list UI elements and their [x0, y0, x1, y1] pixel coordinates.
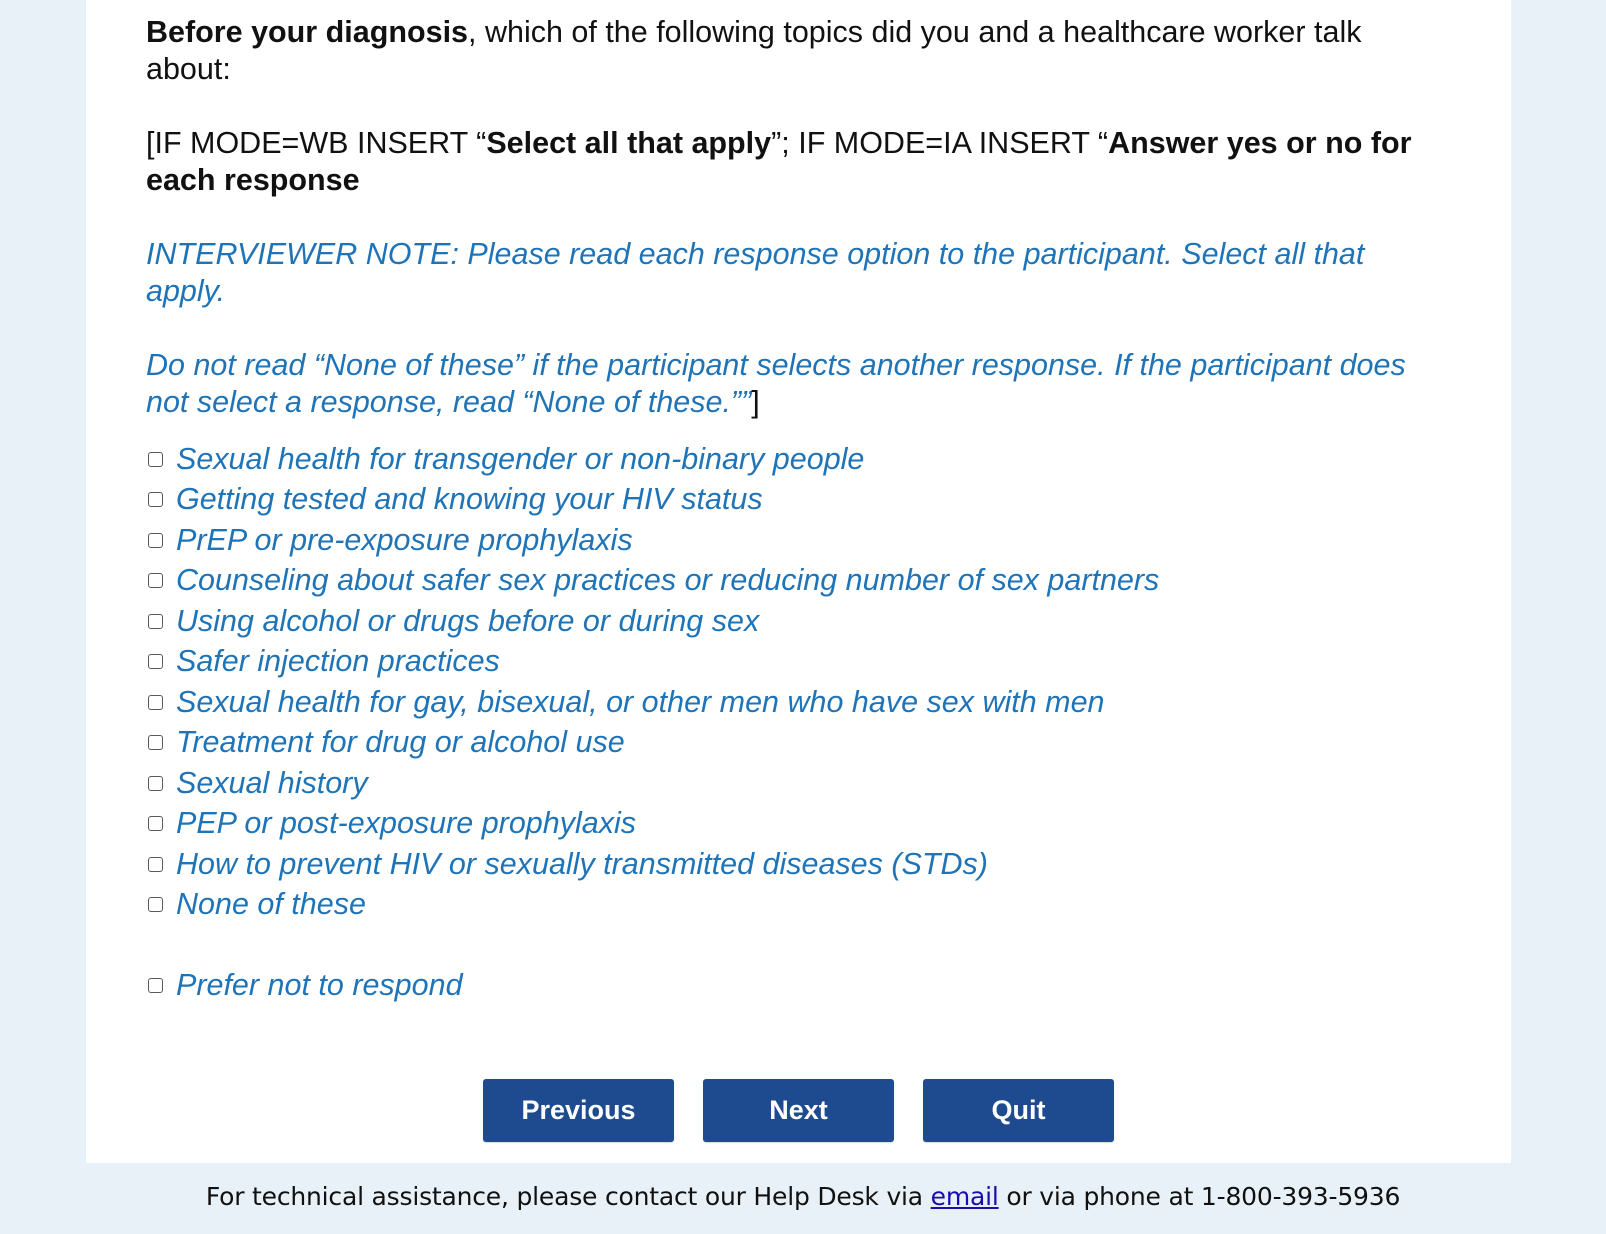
checkbox[interactable]: [148, 857, 163, 872]
checkbox[interactable]: [148, 573, 163, 588]
question-content: [146, 14, 1436, 1006]
option-label: PrEP or pre-exposure prophylaxis: [176, 522, 633, 557]
survey-panel: [86, 0, 1511, 1163]
response-option[interactable]: [146, 480, 1436, 521]
option-label: How to prevent HIV or sexually transmitted diseases (STDs): [176, 846, 988, 881]
option-label: Counseling about safer sex practices or reducing number of sex partners: [176, 563, 1160, 598]
response-option[interactable]: [146, 844, 1436, 885]
interviewer-note: INTERVIEWER NOTE: Please read each response option to the participant. Select all that apply.: [146, 237, 1365, 308]
response-options: [146, 439, 1436, 925]
response-option[interactable]: [146, 804, 1436, 845]
previous-button[interactable]: Previous: [483, 1079, 674, 1142]
instruction-part1: [IF MODE=WB INSERT “: [146, 126, 487, 160]
option-label: Treatment for drug or alcohol use: [176, 725, 625, 760]
response-option[interactable]: [146, 763, 1436, 804]
response-option[interactable]: [146, 885, 1436, 926]
response-option[interactable]: [146, 601, 1436, 642]
next-button[interactable]: Next: [703, 1079, 894, 1142]
response-option[interactable]: [146, 723, 1436, 764]
response-option[interactable]: [146, 439, 1436, 480]
read-note: [146, 347, 1436, 421]
response-option[interactable]: [146, 561, 1436, 602]
checkbox[interactable]: [148, 695, 163, 710]
instruction-bold1: Select all that apply: [486, 126, 772, 160]
read-note-text: Do not read “None of these” if the participant selects another response. If the participant does not select a response, read “None of these.””: [146, 348, 1406, 419]
response-option[interactable]: [146, 520, 1436, 561]
instruction-part2: ”; IF MODE=IA INSERT “: [771, 126, 1109, 160]
option-label: None of these: [176, 887, 366, 922]
question-text: [146, 14, 1436, 88]
checkbox[interactable]: [148, 492, 163, 507]
nav-buttons: [0, 1079, 1606, 1142]
quit-button[interactable]: Quit: [923, 1079, 1114, 1142]
question-lead: Before your diagnosis: [146, 15, 469, 49]
checkbox[interactable]: [148, 735, 163, 750]
response-option[interactable]: [146, 682, 1436, 723]
instruction-bold2: Answer yes or no for each response: [146, 126, 1412, 197]
checkbox[interactable]: [148, 897, 163, 912]
checkbox[interactable]: [148, 776, 163, 791]
email-link[interactable]: email: [930, 1182, 999, 1211]
help-footer: [0, 1182, 1606, 1211]
option-label: Using alcohol or drugs before or during sex: [176, 603, 760, 638]
option-label: Getting tested and knowing your HIV status: [176, 482, 763, 517]
checkbox[interactable]: [148, 614, 163, 629]
checkbox[interactable]: [148, 816, 163, 831]
option-label: Safer injection practices: [176, 644, 500, 679]
option-prefer-not-to-respond[interactable]: [146, 965, 1436, 1006]
option-label: Prefer not to respond: [176, 967, 463, 1002]
response-option[interactable]: [146, 642, 1436, 683]
read-note-close: ]: [751, 385, 760, 419]
option-label: Sexual history: [176, 765, 368, 800]
checkbox[interactable]: [148, 978, 163, 993]
checkbox[interactable]: [148, 533, 163, 548]
footer-text-before: For technical assistance, please contact our Help Desk via: [205, 1182, 931, 1211]
mode-instruction: [146, 125, 1436, 199]
option-label: PEP or post-exposure prophylaxis: [176, 806, 636, 841]
checkbox[interactable]: [148, 452, 163, 467]
question-rest: , which of the following topics did you and a healthcare worker talk about:: [146, 15, 1362, 86]
option-label: Sexual health for gay, bisexual, or other men who have sex with men: [176, 684, 1105, 719]
footer-text-after: or via phone at 1-800-393-5936: [998, 1182, 1401, 1211]
checkbox[interactable]: [148, 654, 163, 669]
option-label: Sexual health for transgender or non-binary people: [176, 441, 865, 476]
